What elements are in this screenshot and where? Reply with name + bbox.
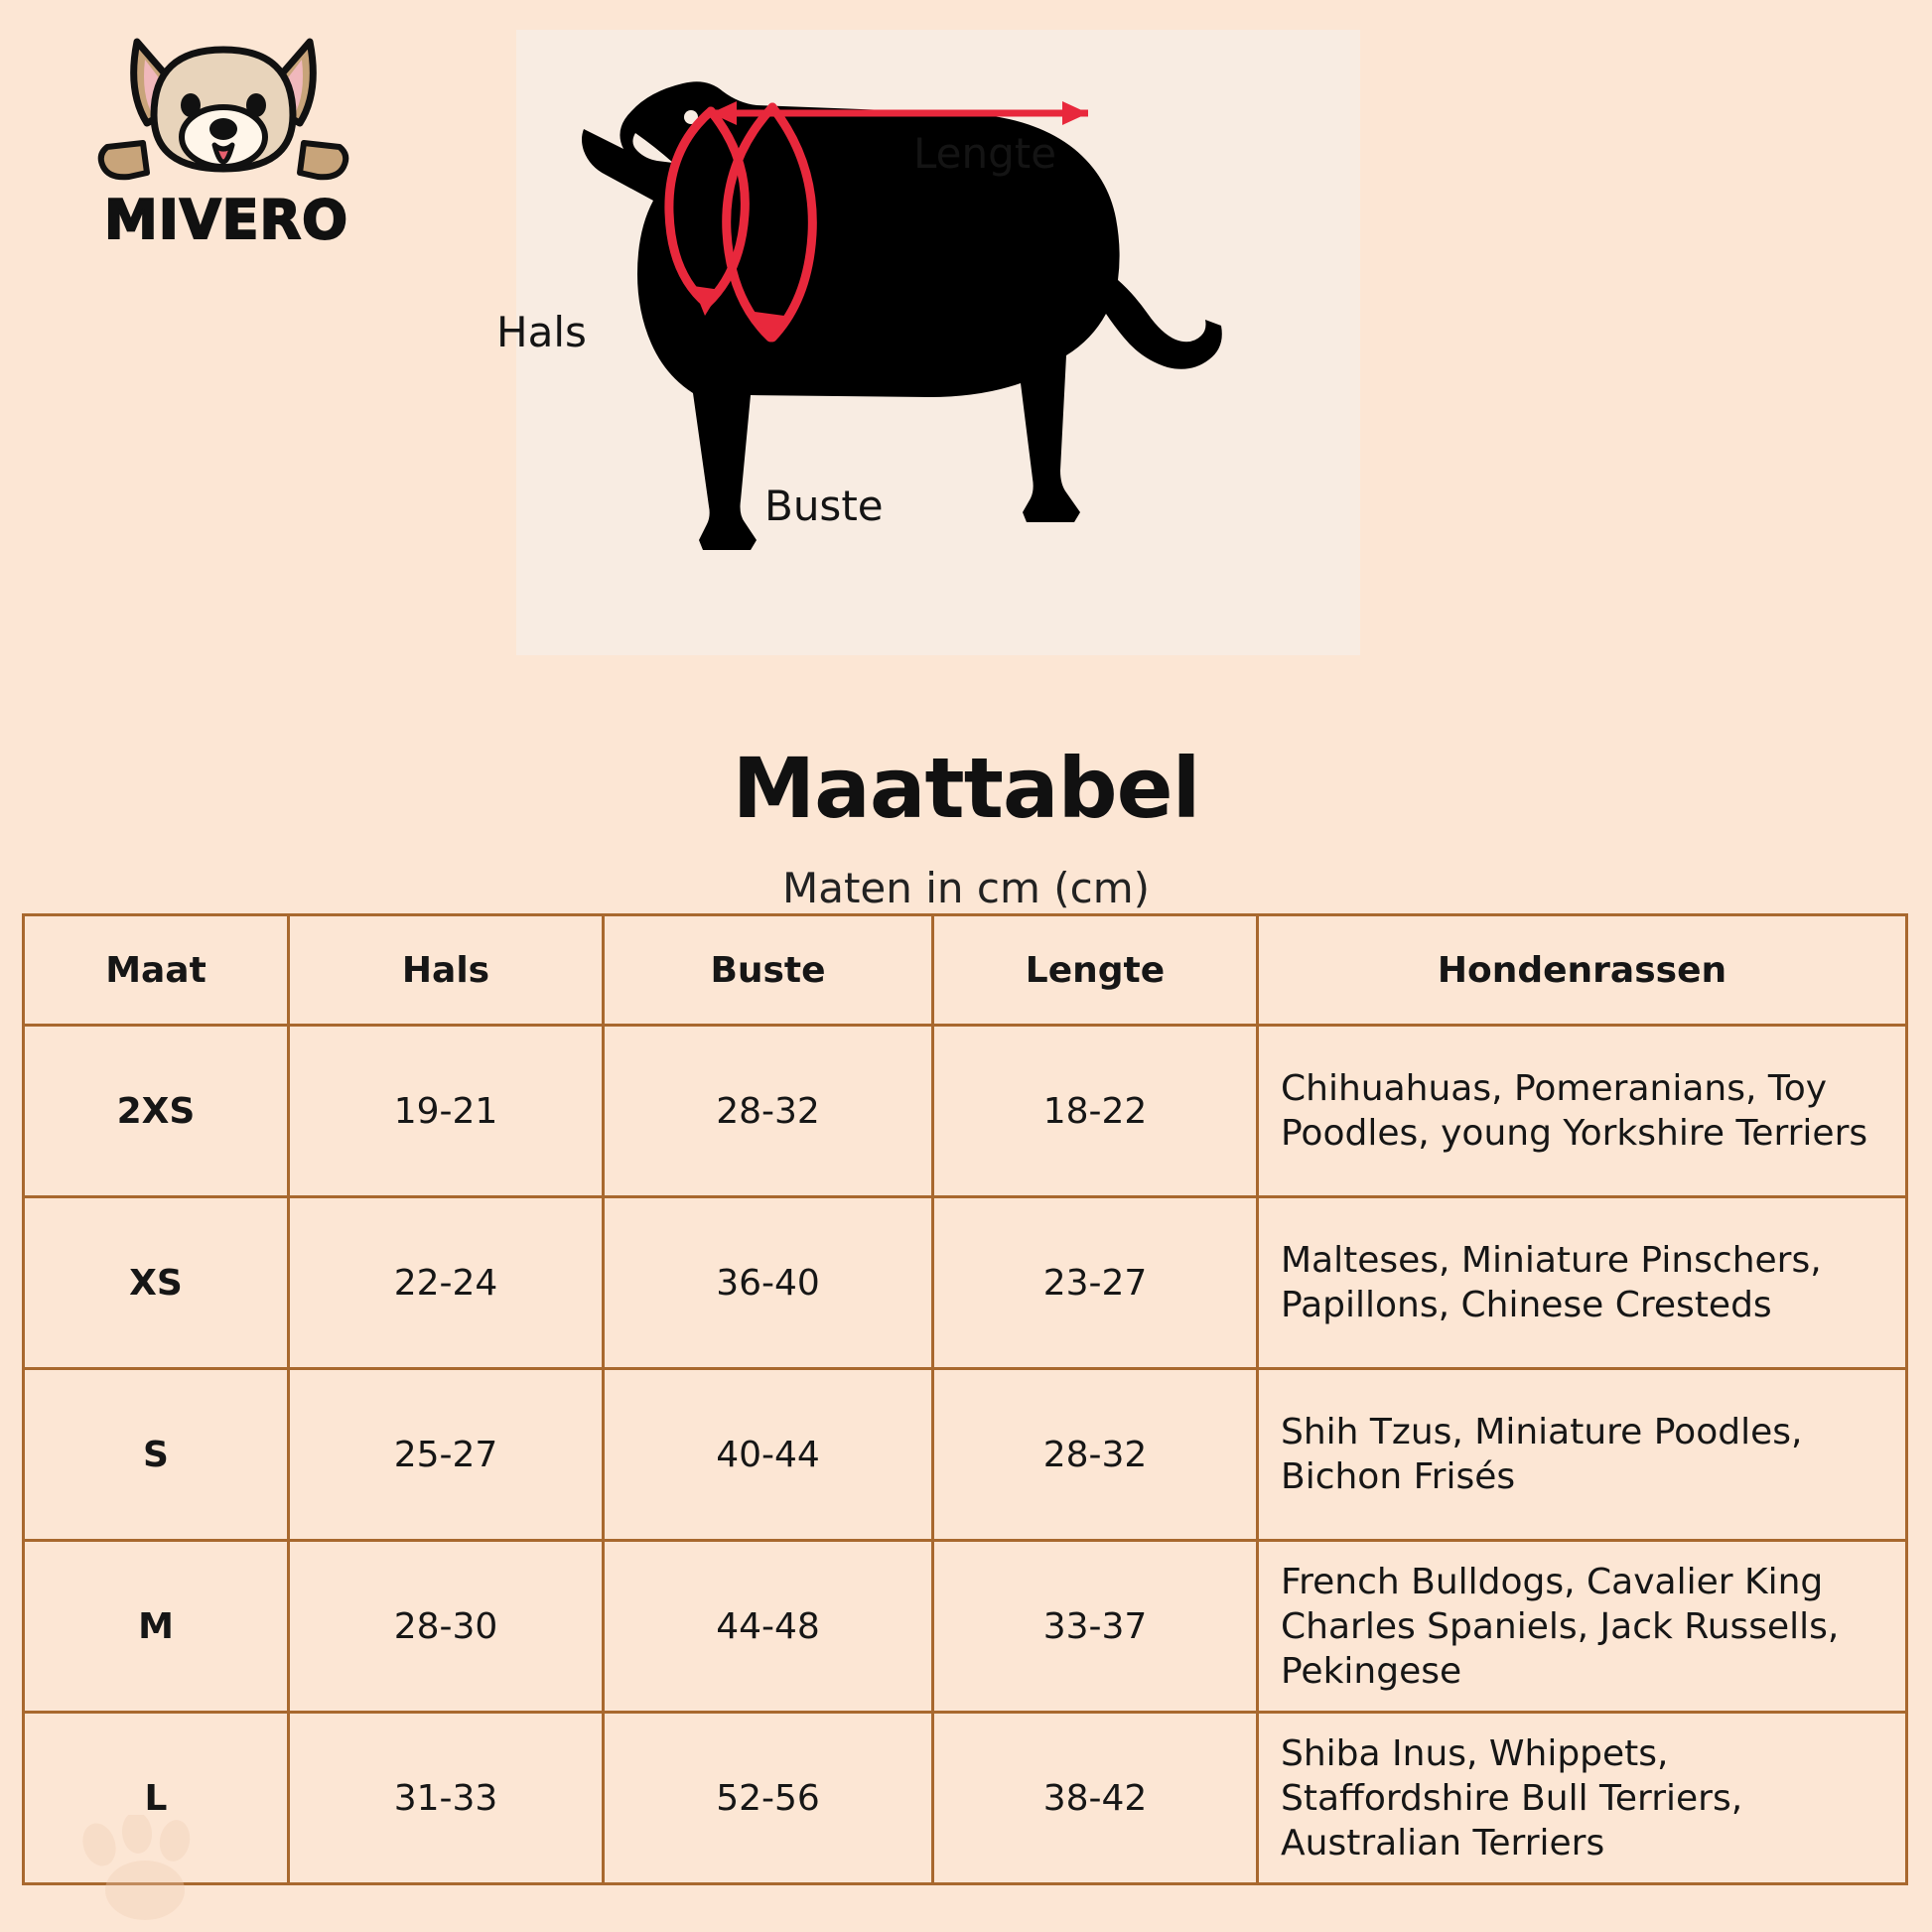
page-title: Maattabel [732,740,1200,837]
brand-logo [79,20,367,258]
table-header-row [24,915,1907,1026]
table-row [24,1197,1907,1369]
label-lengte: Lengte [913,129,1057,178]
paw-print-icon [60,1815,238,1924]
table-row [24,1026,1907,1197]
cell-lengte: 33-37 [933,1541,1258,1713]
cell-lengte: 18-22 [933,1026,1258,1197]
table-body [24,1026,1907,1884]
size-table-wrapper [22,913,1908,1885]
cell-hondenrassen: Malteses, Miniature Pinschers, Papillons, Chinese Cresteds [1258,1197,1907,1369]
cell-lengte: 23-27 [933,1197,1258,1369]
table-header [24,915,1907,1026]
table-row [24,1713,1907,1884]
header-lengte: Lengte [933,915,1258,1026]
label-buste: Buste [764,482,884,530]
table-row [24,1369,1907,1541]
cell-buste: 36-40 [604,1197,933,1369]
size-table [22,913,1908,1885]
cell-maat: M [24,1541,289,1713]
cell-hals: 25-27 [289,1369,604,1541]
cell-buste: 40-44 [604,1369,933,1541]
cell-buste: 44-48 [604,1541,933,1713]
header-buste: Buste [604,915,933,1026]
cell-buste: 28-32 [604,1026,933,1197]
label-hals: Hals [496,308,587,356]
cell-maat: L [24,1713,289,1884]
cell-buste: 52-56 [604,1713,933,1884]
page-subtitle: Maten in cm (cm) [781,864,1151,912]
header-hals: Hals [289,915,604,1026]
cell-lengte: 28-32 [933,1369,1258,1541]
cell-hondenrassen: French Bulldogs, Cavalier King Charles Spaniels, Jack Russells, Pekingese [1258,1541,1907,1713]
cell-maat: S [24,1369,289,1541]
table-row [24,1541,1907,1713]
header-hondenrassen: Hondenrassen [1258,915,1907,1026]
cell-lengte: 38-42 [933,1713,1258,1884]
brand-name: MIVERO [104,189,348,251]
dog-silhouette-icon [516,30,1360,655]
cell-hals: 22-24 [289,1197,604,1369]
cell-hondenrassen: Chihuahuas, Pomeranians, Toy Poodles, young Yorkshire Terriers [1258,1026,1907,1197]
cell-maat: XS [24,1197,289,1369]
cell-hondenrassen: Shiba Inus, Whippets, Staffordshire Bull Terriers, Australian Terriers [1258,1713,1907,1884]
measurement-diagram [496,30,1360,655]
header-maat: Maat [24,915,289,1026]
cell-hals: 31-33 [289,1713,604,1884]
cell-hondenrassen: Shih Tzus, Miniature Poodles, Bichon Frisés [1258,1369,1907,1541]
cell-hals: 28-30 [289,1541,604,1713]
cell-hals: 19-21 [289,1026,604,1197]
cell-maat: 2XS [24,1026,289,1197]
